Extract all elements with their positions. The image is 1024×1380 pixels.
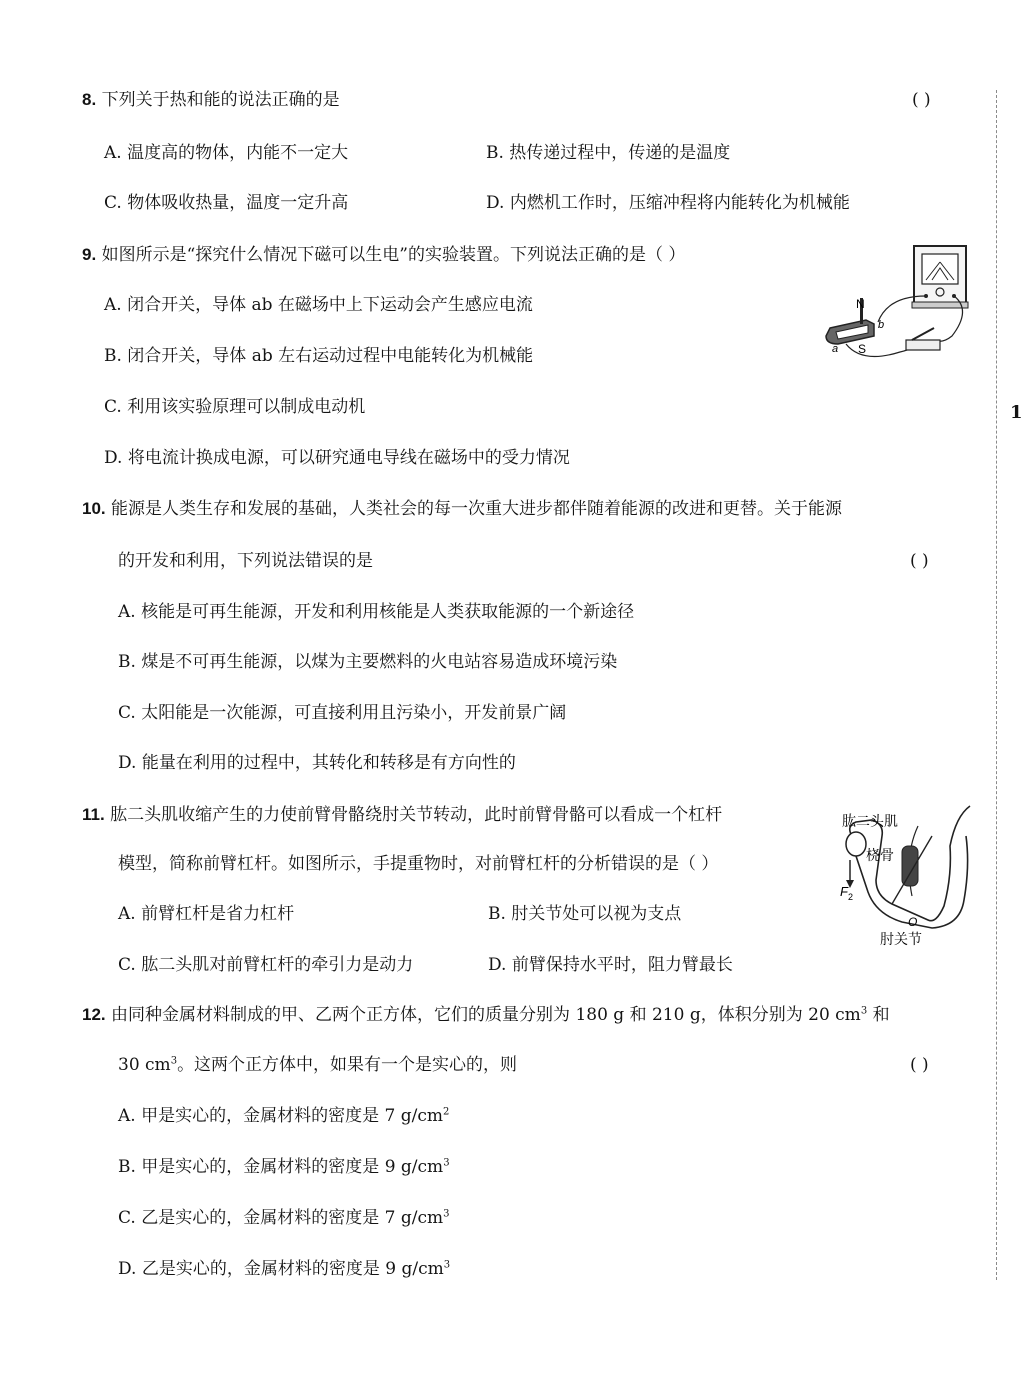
option-b: [118, 1155, 450, 1179]
question-number: 8.: [82, 90, 97, 109]
option-c: C. 肱二头肌对前臂杠杆的牵引力是动力: [118, 955, 414, 975]
option-b-text: B. 甲是实心的，金属材料的密度是 9 g/cm: [118, 1157, 444, 1177]
option-d: D. 将电流计换成电源，可以研究通电导线在磁场中的受力情况: [104, 448, 570, 468]
question-11-stem-line2: 模型，简称前臂杠杆。如图所示，手提重物时，对前臂杠杆的分析错误的是（ ）: [118, 854, 719, 874]
force-label: F: [840, 884, 848, 899]
page-edge-mark: 1: [1010, 402, 1023, 423]
option-d-text: D. 乙是实心的，金属材料的密度是 9 g/cm: [118, 1259, 444, 1279]
radius-label: 桡骨: [866, 847, 894, 863]
switch-icon: [906, 328, 940, 350]
option-d: [118, 1257, 450, 1281]
question-10-stem-line1: [82, 497, 842, 521]
option-a: A. 前臂杠杆是省力杠杆: [118, 904, 295, 924]
exponent: 3: [443, 1157, 450, 1169]
option-c: C. 利用该实验原理可以制成电动机: [104, 397, 366, 417]
induction-apparatus-figure: [822, 240, 974, 365]
question-8-stem: [82, 88, 340, 112]
forearm-lever-figure: [832, 796, 980, 956]
south-pole-label: S: [858, 342, 867, 356]
question-text: 。这两个正方体中，如果有一个是实心的，则: [177, 1055, 518, 1075]
question-text: 下列关于热和能的说法正确的是: [101, 90, 340, 110]
question-number: 9.: [82, 245, 97, 264]
question-text: 肱二头肌收缩产生的力使前臂骨骼绕肘关节转动，此时前臂骨骼可以看成一个杠杆: [110, 805, 723, 825]
wire: [846, 340, 915, 357]
option-b: B. 煤是不可再生能源，以煤为主要燃料的火电站容易造成环境污染: [118, 652, 618, 672]
option-a: A. 温度高的物体，内能不一定大: [104, 143, 349, 163]
exponent: 2: [442, 1106, 450, 1118]
option-b: B. 闭合开关，导体 ab 左右运动过程中电能转化为机械能: [104, 346, 534, 366]
option-d: D. 前臂保持水平时，阻力臂最长: [488, 955, 733, 975]
question-11-stem-line1: [82, 803, 722, 827]
force-subscript: 2: [848, 892, 854, 902]
conductor-end-b-label: b: [878, 319, 885, 331]
pivot-label: O: [908, 915, 918, 929]
question-text: 能源是人类生存和发展的基础，人类社会的每一次重大进步都伴随着能源的改进和更替。关于能源: [111, 499, 843, 519]
option-a: A. 闭合开关，导体 ab 在磁场中上下运动会产生感应电流: [104, 295, 533, 315]
question-text: 由同种金属材料制成的甲、乙两个正方体，它们的质量分别为 180 g 和 210 g，体积分别为 20 cm: [111, 1005, 861, 1025]
question-9-stem: [82, 243, 685, 267]
option-a: A. 核能是可再生能源，开发和利用核能是人类获取能源的一个新途径: [118, 602, 635, 622]
option-d: D. 能量在利用的过程中，其转化和转移是有方向性的: [118, 753, 516, 773]
question-12-stem-line2: [118, 1053, 517, 1077]
option-a: [118, 1104, 449, 1128]
horseshoe-magnet-icon: [826, 298, 874, 344]
option-c-text: C. 乙是实心的，金属材料的密度是 7 g/cm: [118, 1208, 444, 1228]
binding-margin-line: [996, 90, 997, 1280]
question-text: 如图所示是“探究什么情况下磁可以生电”的实验装置。下列说法正确的是（ ）: [101, 245, 686, 265]
question-number: 12.: [82, 1005, 106, 1024]
question-number: 11.: [82, 805, 105, 824]
galvanometer-icon: [912, 246, 968, 308]
exponent: 3: [860, 1005, 868, 1017]
north-pole-label: N: [856, 297, 865, 311]
exponent: 3: [443, 1208, 450, 1220]
conductor-end-a-label: a: [832, 343, 839, 355]
question-10-stem-line2: 的开发和利用，下列说法错误的是: [118, 551, 373, 571]
question-12-stem-line1: [82, 1003, 890, 1027]
answer-blank: ( ): [912, 90, 931, 110]
weight-icon: [846, 832, 866, 888]
answer-blank: ( ): [910, 551, 929, 571]
option-c: C. 太阳能是一次能源，可直接利用且污染小，开发前景广阔: [118, 703, 567, 723]
option-a-text: A. 甲是实心的，金属材料的密度是 7 g/cm: [118, 1106, 443, 1126]
volume-value: 30 cm: [118, 1055, 171, 1075]
option-b: B. 肘关节处可以视为支点: [488, 904, 682, 924]
elbow-label: 肘关节: [880, 931, 922, 947]
question-text-tail: 和: [872, 1005, 890, 1025]
biceps-label: 肱二头肌: [842, 813, 898, 829]
option-c: C. 物体吸收热量，温度一定升高: [104, 193, 349, 213]
question-number: 10.: [82, 499, 106, 518]
option-c: [118, 1206, 449, 1230]
option-d: D. 内燃机工作时，压缩冲程将内能转化为机械能: [486, 193, 850, 213]
exponent: 3: [170, 1055, 178, 1067]
option-b: B. 热传递过程中，传递的是温度: [486, 143, 731, 163]
answer-blank: ( ): [910, 1055, 929, 1075]
exponent: 3: [443, 1259, 451, 1271]
